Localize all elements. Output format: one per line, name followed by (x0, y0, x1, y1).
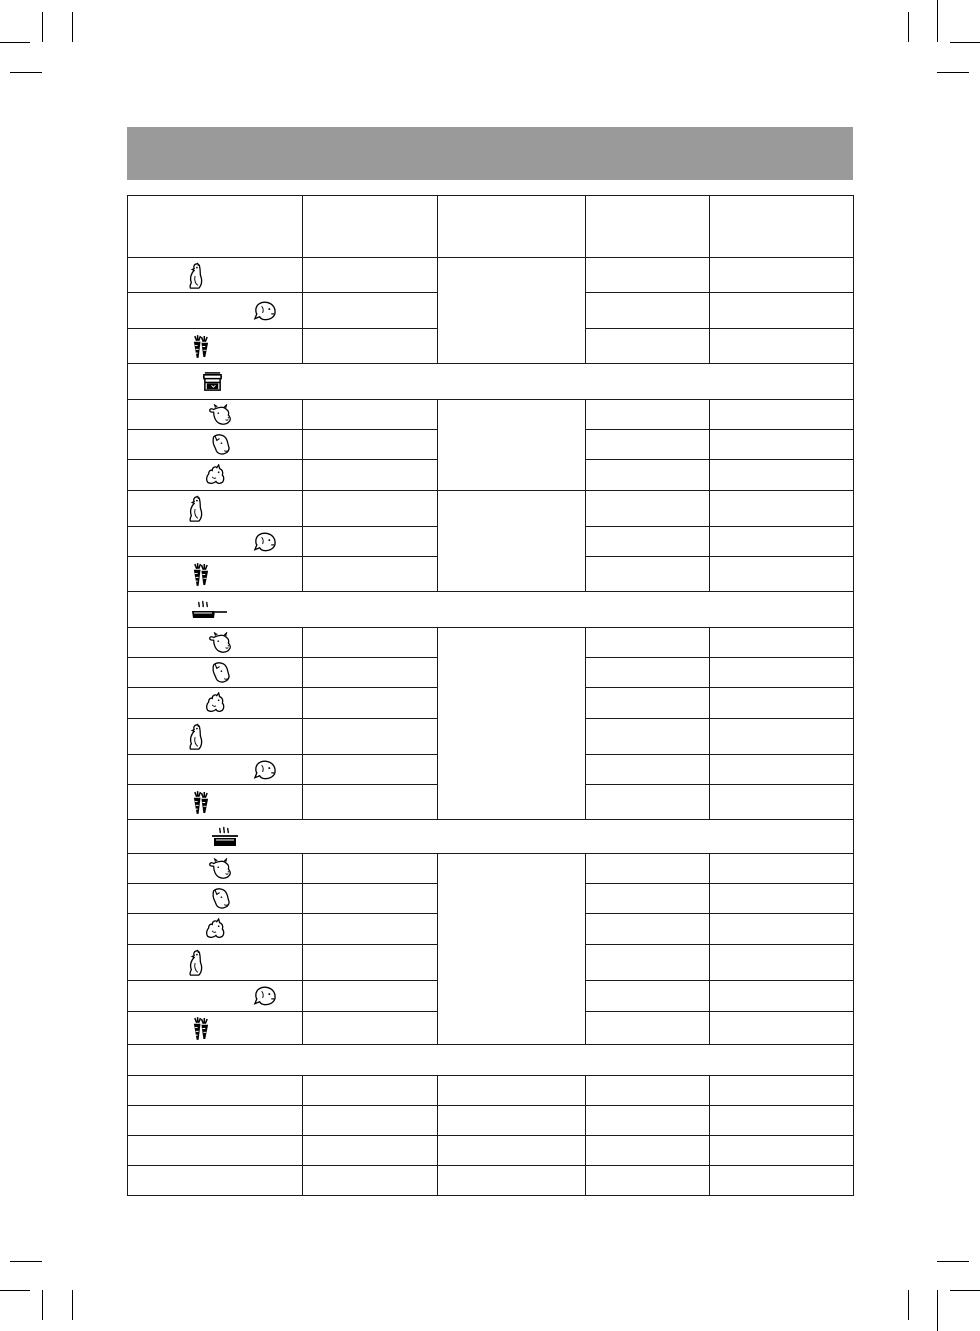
crop-mark (908, 1290, 909, 1320)
table-cell (710, 491, 854, 527)
table-cell (303, 628, 438, 658)
lamb-icon (204, 692, 226, 714)
section-row (128, 364, 854, 400)
table-cell (303, 258, 438, 293)
table-cell (710, 628, 854, 658)
table-cell (303, 945, 438, 981)
table-row (128, 628, 854, 658)
table-cell (586, 491, 710, 527)
table-cell (586, 1012, 710, 1045)
table-cell (710, 1012, 854, 1045)
row-label-cell (128, 785, 303, 820)
chicken-icon (186, 495, 206, 523)
table-cell (586, 658, 710, 688)
table-cell (710, 854, 854, 884)
row-label-cell (128, 719, 303, 755)
table-cell (303, 293, 438, 329)
table-cell-merged (438, 491, 586, 592)
table-cell (710, 430, 854, 460)
table-cell (586, 1166, 710, 1196)
table-cell (710, 460, 854, 491)
crop-mark (10, 72, 42, 73)
table-cell (303, 1136, 438, 1166)
fish-icon (252, 299, 277, 323)
table-cell (586, 400, 710, 430)
crop-mark (42, 1290, 43, 1320)
table-cell (710, 1136, 854, 1166)
crop-mark (937, 72, 969, 73)
table-cell (586, 688, 710, 719)
table-cell (710, 329, 854, 364)
crop-mark (0, 1290, 30, 1291)
table-cell (303, 557, 438, 592)
table-cell (586, 1136, 710, 1166)
table-cell (710, 258, 854, 293)
table-cell (303, 755, 438, 785)
table-cell-merged (438, 628, 586, 820)
chicken-icon (186, 723, 206, 751)
section-row (128, 820, 854, 854)
table-cell (128, 1136, 303, 1166)
carrot-icon (191, 790, 210, 815)
row-label-cell (128, 1012, 303, 1045)
row-label-cell (128, 430, 303, 460)
carrot-icon (191, 562, 210, 587)
lamb-icon (204, 918, 226, 940)
table-cell (303, 658, 438, 688)
row-label-cell (128, 981, 303, 1012)
crop-mark (937, 0, 938, 42)
table-cell (586, 460, 710, 491)
crop-mark (42, 12, 43, 42)
cow-icon (208, 632, 234, 654)
chicken-icon (186, 262, 206, 290)
crop-mark (950, 1290, 980, 1291)
table-cell (128, 1166, 303, 1196)
crop-mark (950, 42, 980, 43)
table-cell (710, 945, 854, 981)
section-mode-cell (128, 364, 854, 400)
row-label-cell (128, 293, 303, 329)
table-header-row (128, 196, 854, 258)
table-cell (586, 719, 710, 755)
table-cell (438, 1106, 586, 1136)
table-row (128, 1076, 854, 1106)
table-row (128, 400, 854, 430)
row-label-cell (128, 329, 303, 364)
table-cell (303, 785, 438, 820)
section-mode-cell (128, 820, 854, 854)
table-cell (586, 884, 710, 914)
table-cell (586, 914, 710, 945)
row-label-cell (128, 557, 303, 592)
column-header (128, 196, 303, 258)
table-cell (586, 1076, 710, 1106)
row-label-cell (128, 854, 303, 884)
column-header (438, 196, 586, 258)
table-cell (710, 785, 854, 820)
table-cell (586, 293, 710, 329)
table-cell (303, 981, 438, 1012)
section-mode-cell (128, 592, 854, 628)
table-cell (128, 1106, 303, 1136)
table-cell (586, 557, 710, 592)
crop-mark (937, 1261, 969, 1262)
row-label-cell (128, 945, 303, 981)
table-cell (303, 1012, 438, 1045)
table-cell (303, 430, 438, 460)
chicken-icon (186, 949, 206, 977)
table-cell (710, 1106, 854, 1136)
table-cell (303, 688, 438, 719)
crop-mark (72, 12, 73, 42)
column-header (586, 196, 710, 258)
table-cell (710, 981, 854, 1012)
table-cell (303, 914, 438, 945)
row-label-cell (128, 755, 303, 785)
row-label-cell (128, 527, 303, 557)
table-cell (710, 293, 854, 329)
row-label-cell (128, 460, 303, 491)
lamb-icon (204, 464, 226, 486)
table-row (128, 1166, 854, 1196)
table-cell (710, 557, 854, 592)
row-label-cell (128, 914, 303, 945)
table-cell (438, 1136, 586, 1166)
row-label-cell (128, 628, 303, 658)
row-label-cell (128, 688, 303, 719)
crop-mark (908, 12, 909, 42)
table-row (128, 1106, 854, 1136)
fish-icon (252, 984, 277, 1008)
table-cell (710, 527, 854, 557)
table-row (128, 491, 854, 527)
row-label-cell (128, 884, 303, 914)
section-header-bar (127, 127, 853, 180)
crop-mark (72, 1290, 73, 1320)
fish-icon (252, 530, 277, 554)
table-cell (303, 1166, 438, 1196)
table-cell (710, 914, 854, 945)
carrot-icon (191, 334, 210, 359)
column-header (303, 196, 438, 258)
pig-icon (210, 433, 231, 457)
column-header (710, 196, 854, 258)
table-cell (710, 658, 854, 688)
section-mode-cell (128, 1045, 854, 1076)
table-cell (586, 785, 710, 820)
section-row (128, 592, 854, 628)
table-cell (710, 719, 854, 755)
table-cell (303, 329, 438, 364)
cow-icon (208, 404, 234, 426)
table-cell (303, 527, 438, 557)
crop-mark (937, 1290, 938, 1331)
steamer-icon (202, 370, 223, 393)
row-label-cell (128, 400, 303, 430)
table-cell (586, 258, 710, 293)
pig-icon (210, 887, 231, 911)
row-label-cell (128, 491, 303, 527)
table-cell (303, 400, 438, 430)
row-label-cell (128, 658, 303, 688)
table-cell (303, 460, 438, 491)
fish-icon (252, 758, 277, 782)
pig-icon (210, 661, 231, 685)
table-cell (303, 1106, 438, 1136)
crop-mark (10, 1261, 42, 1262)
table-cell (586, 981, 710, 1012)
table-cell (303, 854, 438, 884)
row-label-cell (128, 258, 303, 293)
section-row (128, 1045, 854, 1076)
crop-mark (0, 42, 30, 43)
table-cell (586, 628, 710, 658)
cow-icon (208, 858, 234, 880)
table-cell (710, 1076, 854, 1106)
table-cell (710, 755, 854, 785)
table-cell (586, 329, 710, 364)
table-cell (438, 1076, 586, 1106)
stew-pot-icon (210, 826, 240, 848)
table-cell (586, 945, 710, 981)
table-cell (710, 1166, 854, 1196)
carrot-icon (191, 1016, 210, 1041)
table-cell-merged (438, 400, 586, 491)
table-cell (128, 1076, 303, 1106)
table-cell (303, 719, 438, 755)
table-cell (586, 755, 710, 785)
table-cell-merged (438, 258, 586, 364)
table-cell (303, 884, 438, 914)
frying-pan-icon (190, 600, 228, 620)
table-cell (586, 527, 710, 557)
table-cell (303, 491, 438, 527)
table-cell (586, 1106, 710, 1136)
table-cell (710, 688, 854, 719)
table-row (128, 854, 854, 884)
table-cell (586, 430, 710, 460)
table-row (128, 1136, 854, 1166)
table-cell (710, 400, 854, 430)
table-cell (303, 1076, 438, 1106)
cooking-table (127, 195, 854, 1196)
table-cell (710, 884, 854, 914)
table-cell-merged (438, 854, 586, 1045)
table-row (128, 258, 854, 293)
table-cell (438, 1166, 586, 1196)
table-cell (586, 854, 710, 884)
